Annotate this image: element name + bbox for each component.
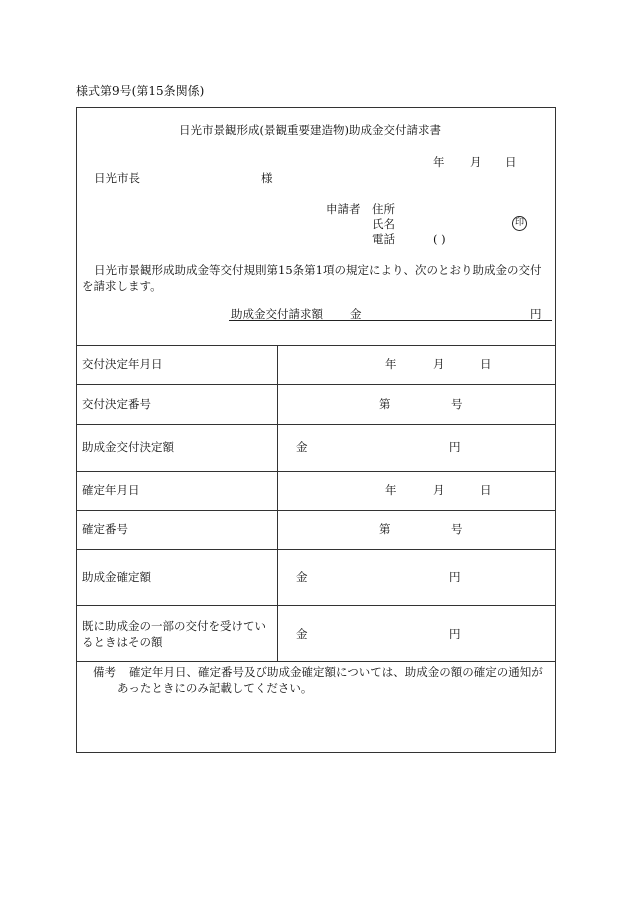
form-number: 様式第9号(第15条関係) — [76, 84, 205, 98]
table-row-label: 助成金確定額 — [82, 570, 151, 584]
applicant-phone-label[interactable]: 電話 — [372, 232, 395, 246]
table-row-suffix[interactable]: 円 — [449, 570, 461, 584]
table-row-prefix[interactable]: 第 — [379, 397, 391, 411]
remarks-label: 備考 — [93, 665, 116, 679]
table-row-prefix[interactable]: 金 — [296, 627, 308, 641]
applicant-phone-paren[interactable]: ( ) — [433, 232, 446, 246]
addressee-name: 日光市長 — [94, 171, 140, 185]
table-divider — [76, 510, 556, 511]
table-row-suffix[interactable]: 号 — [451, 397, 463, 411]
table-row-label: 交付決定年月日 — [82, 357, 163, 371]
table-divider — [76, 605, 556, 606]
request-amount-label: 助成金交付請求額 — [231, 307, 323, 321]
table-column-divider — [277, 345, 278, 661]
table-row-suffix[interactable]: 円 — [449, 627, 461, 641]
date-day-label[interactable]: 日 — [505, 155, 517, 169]
seal-icon: 印 — [512, 216, 527, 231]
table-row-label: 交付決定番号 — [82, 397, 151, 411]
date-year-label[interactable]: 年 — [433, 155, 445, 169]
table-row-year[interactable]: 年 — [385, 483, 397, 497]
table-divider — [76, 424, 556, 425]
body-text-line2: を請求します。 — [82, 279, 162, 293]
table-row-label-line2: るときはその額 — [82, 635, 163, 649]
remarks-line2: あったときにのみ記載してください。 — [117, 681, 313, 695]
table-row-prefix[interactable]: 第 — [379, 522, 391, 536]
table-divider — [76, 549, 556, 550]
table-row-prefix[interactable]: 金 — [296, 440, 308, 454]
date-month-label[interactable]: 月 — [470, 155, 482, 169]
table-divider — [76, 384, 556, 385]
table-divider — [76, 661, 556, 662]
request-amount-prefix[interactable]: 金 — [350, 307, 362, 321]
table-row-label: 確定番号 — [82, 522, 128, 536]
body-text-line1: 日光市景観形成助成金等交付規則第15条第1項の規定により、次のとおり助成金の交付 — [94, 263, 542, 277]
table-row-suffix[interactable]: 号 — [451, 522, 463, 536]
table-row-prefix[interactable]: 金 — [296, 570, 308, 584]
remarks-line1: 確定年月日、確定番号及び助成金確定額については、助成金の額の確定の通知が — [129, 665, 543, 679]
applicant-label: 申請者 — [326, 202, 361, 216]
request-amount-underline — [229, 320, 552, 321]
request-amount-suffix[interactable]: 円 — [530, 307, 542, 321]
applicant-name-label[interactable]: 氏名 — [372, 217, 395, 231]
table-row-label: 助成金交付決定額 — [82, 440, 174, 454]
table-divider — [76, 471, 556, 472]
table-divider — [76, 345, 556, 346]
table-row-suffix[interactable]: 円 — [449, 440, 461, 454]
table-row-day[interactable]: 日 — [480, 357, 492, 371]
table-row-label: 確定年月日 — [82, 483, 140, 497]
table-row-label-line1: 既に助成金の一部の交付を受けてい — [82, 619, 266, 633]
form-title: 日光市景観形成(景観重要建造物)助成金交付請求書 — [179, 123, 441, 137]
table-row-day[interactable]: 日 — [480, 483, 492, 497]
table-row-year[interactable]: 年 — [385, 357, 397, 371]
applicant-address-label[interactable]: 住所 — [372, 202, 395, 216]
table-row-month[interactable]: 月 — [433, 357, 445, 371]
table-row-month[interactable]: 月 — [433, 483, 445, 497]
form-frame — [76, 107, 556, 753]
addressee-honorific: 様 — [261, 171, 273, 185]
